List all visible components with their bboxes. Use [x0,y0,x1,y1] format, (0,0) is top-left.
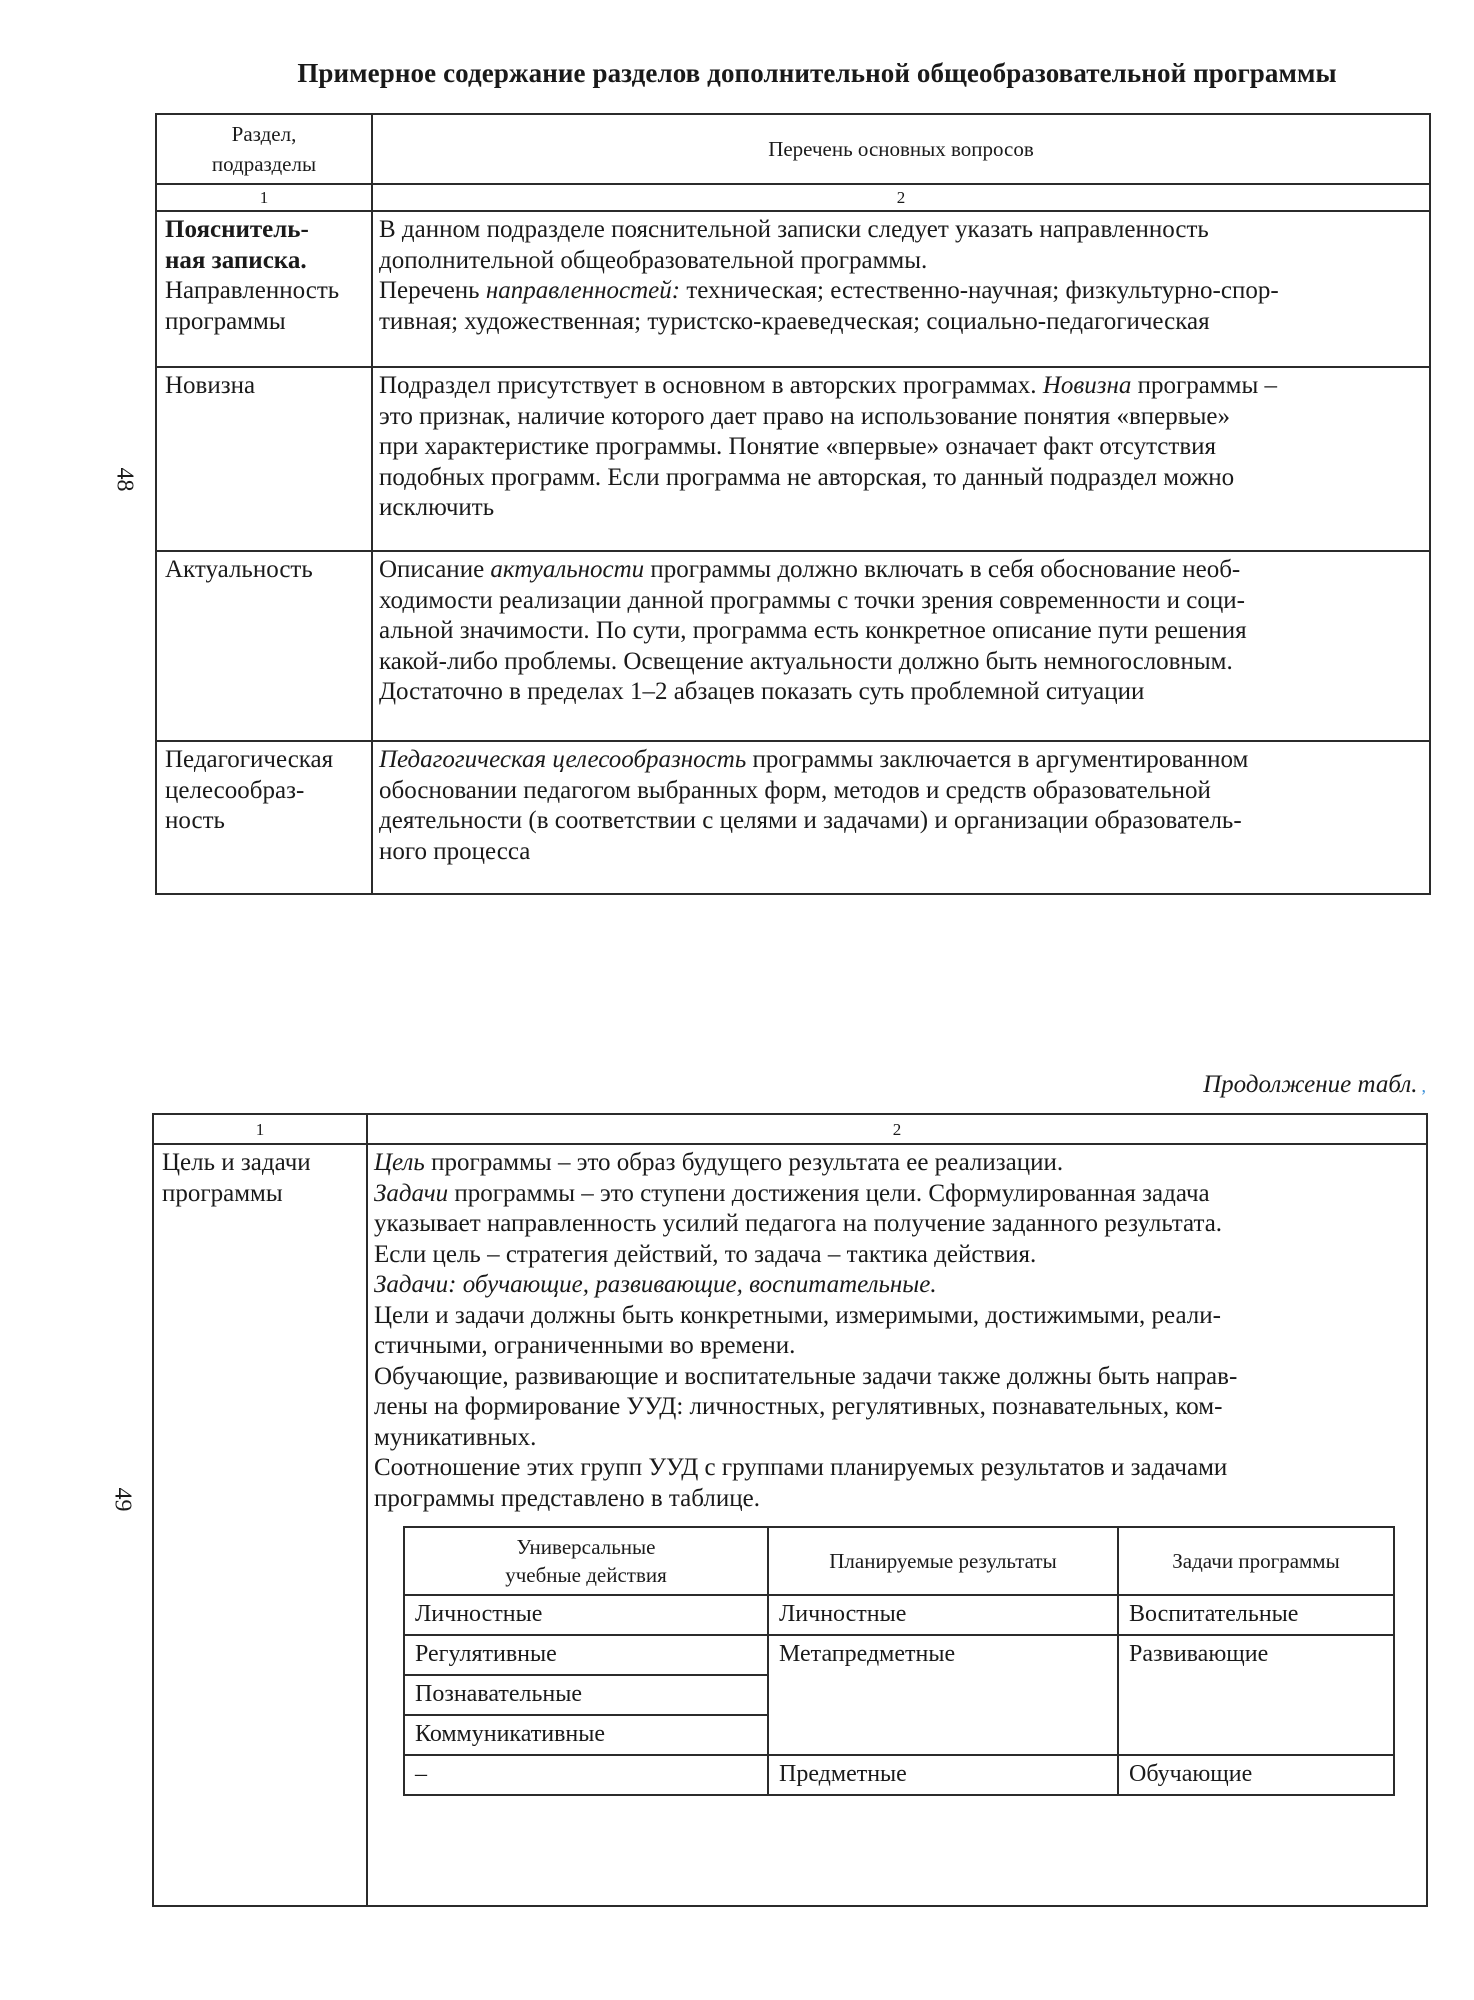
content-cell-novelty: Подраздел присутствует в основном в авторских программах. Новизна программы – это признак, наличие которого дает право на использование понятия «впервые» при характеристике программы. Понятие «впервые» означает факт отсутствия подобных программ. Если программа не авторская, то данный подраздел можно исключить [372,367,1430,551]
inner-header-program-tasks: Задачи программы [1118,1527,1394,1595]
uud-correlation-table [403,1526,1395,1796]
column-number-2: 2 [367,1114,1427,1144]
page-number-49: 49 [109,1487,136,1512]
column-number-1: 1 [153,1114,367,1144]
page-number-48: 48 [111,467,138,492]
uud-cell: Познавательные [404,1675,768,1715]
table-row [156,741,1430,894]
uud-cell: Регулятивные [404,1635,768,1675]
section-cell-explanatory-note: Пояснитель- ная записка. Направленность программы [156,211,372,367]
content-cell-pedagogical-expediency: Педагогическая целесообразность программы заключается в аргументированном обосновании педагогом выбранных форм, методов и средств образовательной деятельности (в соответствии с целями и задачами) и организации образователь- ного процесса [372,741,1430,894]
content-cell-relevance: Описание актуальности программы должно включать в себя обоснование необ- ходимости реализации данной программы с точки зрения современности и соци- альной значимости. По сути, программа есть конкретное описание пути решения какой-либо проблемы. Освещение актуальности должно быть немногословным. Достаточно в пределах 1–2 абзацев показать суть проблемной ситуации [372,551,1430,741]
inner-header-row [404,1527,1394,1595]
continuation-label: Продолжение табл. , [1203,1071,1426,1098]
section-cell-relevance: Актуальность [156,551,372,741]
pen-mark-icon: , [1421,1076,1426,1096]
program-content-table [155,113,1431,895]
inner-row [404,1755,1394,1795]
table-header-row [156,114,1430,184]
table-row [156,551,1430,741]
header-questions-column: Перечень основных вопросов [372,114,1430,184]
inner-row [404,1595,1394,1635]
uud-cell: Коммуникативные [404,1715,768,1755]
content-cell-goals-and-tasks: Цель программы – это образ будущего результата ее реализации. Задачи программы – это ступени достижения цели. Сформулированная задача указывает направленность усилий педагога на получение заданного результата. Если цель – стратегия действий, то задача – тактика действия. Задачи: обучающие, развивающие, воспитательные. Цели и задачи должны быть конкретными, измеримыми, достижимыми, реали- стичными, ограниченными во времени. Обучающие, развивающие и воспитательные задачи также должны быть направ- лены на формирование УУД: личностных, регулятивных, познавательных, ком- муникативных. Соотношение этих групп УУД с группами планируемых результатов и задачами программы представлено в таблице. Универсальные учебные действия Планируемые результаты Задачи программы Личностные Личностные Воспитательные Регулятивные Метапредметные Развивающие Познавательные Коммуникативные – Предметные Обучающие [367,1144,1427,1906]
program-content-table-continued [152,1113,1428,1907]
result-cell: Предметные [768,1755,1118,1795]
uud-cell: – [404,1755,768,1795]
section-cell-goals-and-tasks: Цель и задачи программы [153,1144,367,1906]
section-cell-novelty: Новизна [156,367,372,551]
table-row [153,1144,1427,1906]
header-section-column: Раздел, подразделы [156,114,372,184]
content-cell-explanatory-note: В данном подразделе пояснительной записки следует указать направленность дополнительной общеобразовательной программы. Перечень направленностей: техническая; естественно-научная; физкультурно-спор- тивная; художественная; туристско-краеведческая; социально-педагогическая [372,211,1430,367]
uud-cell: Личностные [404,1595,768,1635]
inner-header-planned-results: Планируемые результаты [768,1527,1118,1595]
task-cell: Развивающие [1118,1635,1394,1755]
task-cell: Обучающие [1118,1755,1394,1795]
section-cell-pedagogical-expediency: Педагогическая целесообраз- ность [156,741,372,894]
inner-header-uud: Универсальные учебные действия [404,1527,768,1595]
inner-row [404,1635,1394,1675]
column-number-row [153,1114,1427,1144]
column-number-1: 1 [156,184,372,211]
task-cell: Воспитательные [1118,1595,1394,1635]
page-title: Примерное содержание разделов дополнительной общеобразовательной программы [297,58,1337,88]
table-row [156,211,1430,367]
result-cell: Личностные [768,1595,1118,1635]
result-cell: Метапредметные [768,1635,1118,1755]
table-row [156,367,1430,551]
column-number-row [156,184,1430,211]
column-number-2: 2 [372,184,1430,211]
